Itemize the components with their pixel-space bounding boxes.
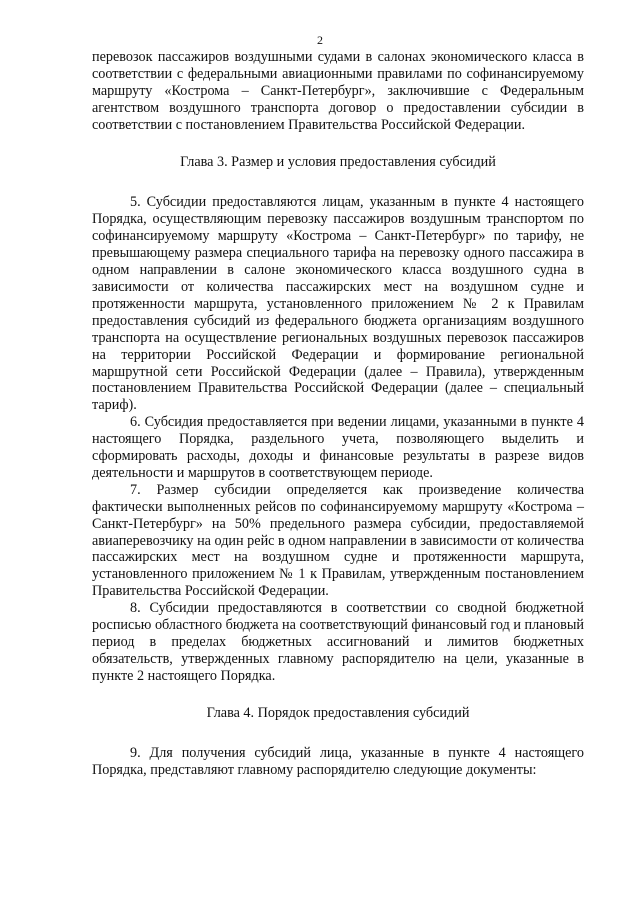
paragraph-7: 7. Размер субсидии определяется как произведение количества фактически выполненных рейсов по софинансируемому маршруту «Кострома – Санкт-Петербург» на 50% предельного размера субсидии, предоставляемой авиаперевозчику на один рейс в одном направлении в зависимости от количества пассажирских мест на воздушном судне и протяженности маршрута, установленного приложением № 1 к Правилам, утвержденным постановлением Правительства Российской Федерации. (92, 481, 584, 600)
paragraph-6: 6. Субсидия предоставляется при ведении лицами, указанными в пункте 4 настоящего Порядка, раздельного учета, позволяющего выделить и сформировать расходы, доходы и финансовые результаты в разрезе видов деятельности и маршрутов в соответствующем периоде. (92, 414, 584, 481)
intro-paragraph: перевозок пассажиров воздушными судами в салонах экономического класса в соответствии с федеральными авиационными правилами по софинансируемому маршруту «Кострома – Санкт-Петербург», заключившие с Федеральным агентством воздушного транспорта договор о предоставлении субсидии в соответствии с постановлением Правительства Российской Федерации. (92, 49, 584, 133)
paragraph-5: 5. Субсидии предоставляются лицам, указанным в пункте 4 настоящего Порядка, осуществляющим перевозку пассажиров воздушным транспортом по софинансируемому маршруту «Кострома – Санкт-Петербург» по тарифу, не превышающему размера специального тарифа на перевозку одного пассажира в одном направлении в салоне экономического класса воздушного судна в зависимости от количества пассажирских мест на воздушном судне и протяженности маршрута, установленного приложением № 2 к Правилам предоставления субсидий из федерального бюджета организациям воздушного транспорта на осуществление региональных воздушных перевозок пассажиров на территории Российской Федерации и формирование региональной маршрутной сети Российской Федерации (далее – Правила), утвержденным постановлением Правительства Российской Федерации (далее – специальный тариф). (92, 194, 584, 414)
document-body (92, 49, 584, 778)
paragraph-8: 8. Субсидии предоставляются в соответствии со сводной бюджетной росписью областного бюджета на соответствующий финансовый год и плановый период в пределах бюджетных ассигнований и лимитов бюджетных обязательств, утвержденных главному распорядителю на цели, указанные в пункте 2 настоящего Порядка. (92, 600, 584, 684)
chapter-4-heading: Глава 4. Порядок предоставления субсидий (206, 704, 470, 721)
page-number: 2 (317, 33, 323, 47)
chapter-3-heading: Глава 3. Размер и условия предоставления субсидий (180, 153, 496, 170)
paragraph-9: 9. Для получения субсидий лица, указанные в пункте 4 настоящего Порядка, представляют главному распорядителю следующие документы: (92, 744, 584, 778)
